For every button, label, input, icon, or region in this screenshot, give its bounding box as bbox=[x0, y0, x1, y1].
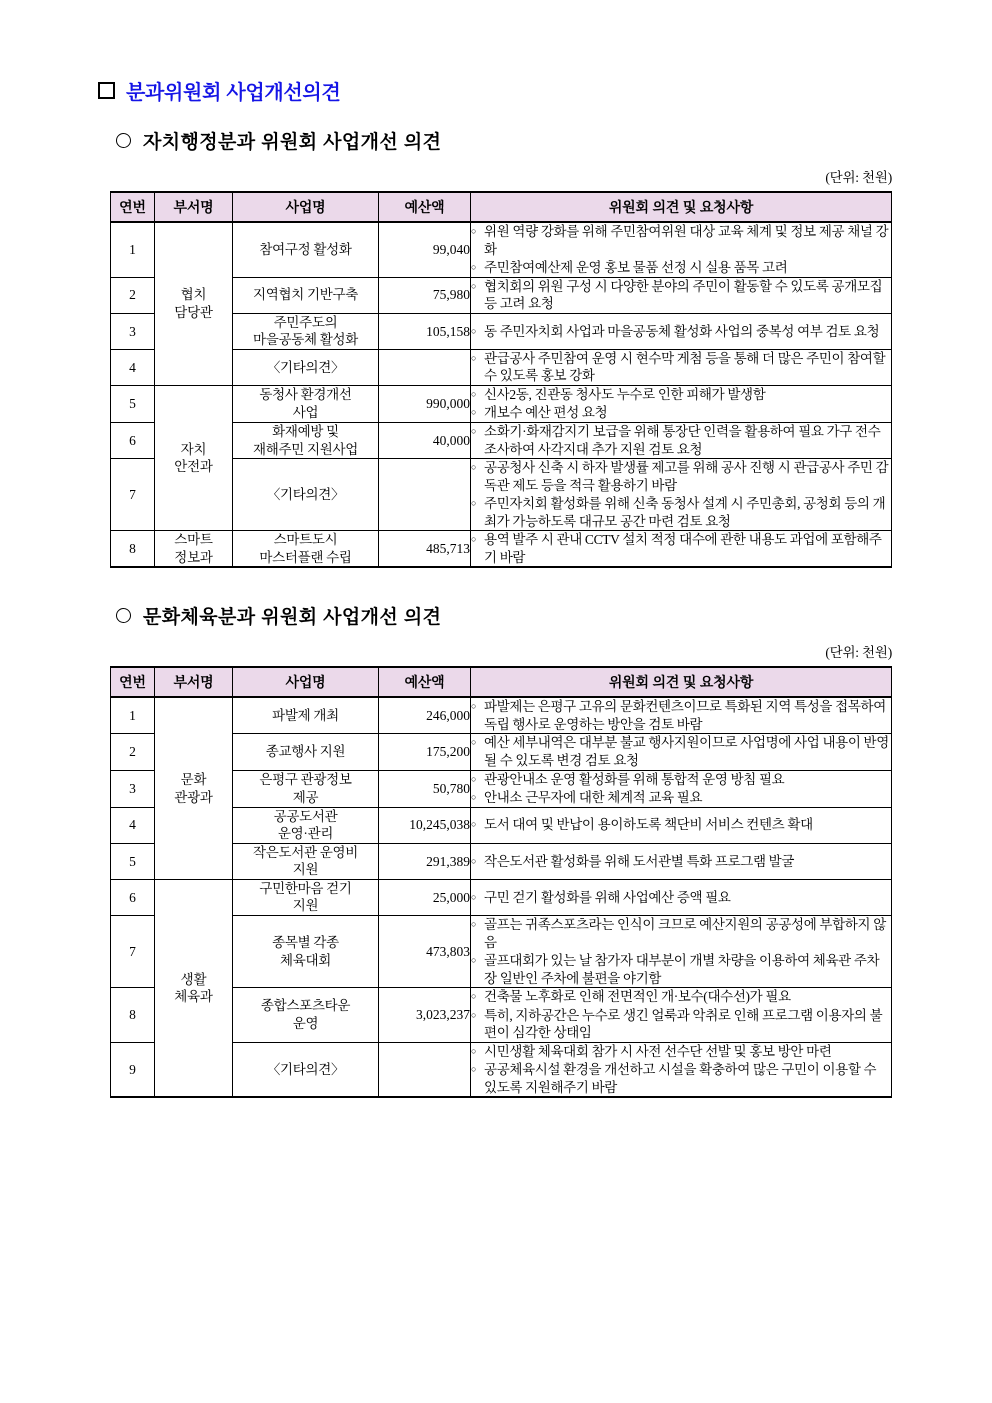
table-row bbox=[111, 385, 892, 422]
circle-bullet-icon bbox=[116, 133, 131, 148]
opinion-item: ○ 동 주민자치회 사업과 마을공동체 활성화 사업의 중복성 여부 검토 요청 bbox=[471, 323, 891, 341]
section-2-table-body bbox=[111, 697, 892, 1097]
opinion-item: ○ 골프는 귀족스포츠라는 인식이 크므로 예산지원의 공공성에 부합하지 않음 bbox=[471, 916, 891, 951]
cell-opinion bbox=[471, 843, 892, 879]
opinion-item: ○ 협치회의 위원 구성 시 다양한 분야의 주민이 활동할 수 있도록 공개모집 등 고려 요청 bbox=[471, 278, 891, 313]
page-title-text: 분과위원회 사업개선의견 bbox=[126, 82, 341, 104]
opinion-item: ○ 소화기·화재감지기 보급을 위해 통장단 인력을 활용하여 필요 가구 전수조사하여 사각지대 추가 지원 검토 요청 bbox=[471, 423, 891, 458]
cell-budget: 99,040 bbox=[379, 222, 471, 277]
cell-project-name: 종교행사 지원 bbox=[233, 734, 379, 770]
opinion-list bbox=[471, 423, 891, 458]
cell-no: 4 bbox=[111, 807, 155, 843]
cell-opinion bbox=[471, 879, 892, 915]
opinion-item: ○ 신사2동, 진관동 청사도 누수로 인한 피해가 발생함 bbox=[471, 386, 891, 404]
section-2-table bbox=[110, 666, 892, 1098]
cell-budget: 990,000 bbox=[379, 385, 471, 422]
table-row bbox=[111, 879, 892, 915]
table-row bbox=[111, 531, 892, 568]
cell-no: 7 bbox=[111, 915, 155, 987]
opinion-item: ○ 위원 역량 강화를 위해 주민참여위원 대상 교육 체계 및 정보 제공 채널 강화 bbox=[471, 223, 891, 258]
section-1-table bbox=[110, 191, 892, 568]
opinion-item: ○ 파발제는 은평구 고유의 문화컨텐츠이므로 특화된 지역 특성을 접목하여 독립 행사로 운영하는 방안을 검토 바람 bbox=[471, 698, 891, 733]
opinion-list bbox=[471, 350, 891, 385]
cell-budget: 473,803 bbox=[379, 915, 471, 987]
opinion-list bbox=[471, 1043, 891, 1097]
cell-department: 협치 담당관 bbox=[155, 222, 233, 385]
cell-opinion bbox=[471, 697, 892, 734]
cell-opinion bbox=[471, 770, 892, 807]
cell-project-name: 공공도서관 운영·관리 bbox=[233, 807, 379, 843]
cell-no: 6 bbox=[111, 423, 155, 459]
cell-opinion bbox=[471, 531, 892, 568]
opinion-item: ○ 예산 세부내역은 대부분 불교 행사지원이므로 사업명에 사업 내용이 반영될 수 있도록 변경 검토 요청 bbox=[471, 734, 891, 769]
opinion-item: ○ 주민참여예산제 운영 홍보 물품 선정 시 실용 품목 고려 bbox=[471, 259, 891, 277]
cell-project-name: 파발제 개최 bbox=[233, 697, 379, 734]
cell-no: 1 bbox=[111, 697, 155, 734]
section-1-heading bbox=[116, 127, 896, 154]
cell-project-name: 지역협치 기반구축 bbox=[233, 277, 379, 313]
cell-budget: 105,158 bbox=[379, 313, 471, 349]
cell-budget bbox=[379, 459, 471, 531]
cell-project-name: 화재예방 및 재해주민 지원사업 bbox=[233, 423, 379, 459]
cell-project-name: 종목별 각종 체육대회 bbox=[233, 915, 379, 987]
square-bullet-icon bbox=[98, 82, 115, 99]
section-2-heading bbox=[116, 602, 896, 629]
cell-no: 7 bbox=[111, 459, 155, 531]
cell-budget: 40,000 bbox=[379, 423, 471, 459]
column-header-no: 연번 bbox=[111, 667, 155, 697]
cell-opinion bbox=[471, 222, 892, 277]
opinion-list bbox=[471, 734, 891, 769]
cell-no: 9 bbox=[111, 1042, 155, 1097]
cell-no: 8 bbox=[111, 531, 155, 568]
cell-no: 3 bbox=[111, 770, 155, 807]
table-row bbox=[111, 222, 892, 277]
opinion-list bbox=[471, 223, 891, 277]
cell-opinion bbox=[471, 349, 892, 385]
opinion-item: ○ 관급공사 주민참여 운영 시 현수막 게첨 등을 통해 더 많은 주민이 참여할 수 있도록 홍보 강화 bbox=[471, 350, 891, 385]
cell-project-name: 은평구 관광정보 제공 bbox=[233, 770, 379, 807]
opinion-item: ○ 구민 걷기 활성화를 위해 사업예산 증액 필요 bbox=[471, 889, 891, 907]
opinion-list bbox=[471, 386, 891, 422]
cell-department: 생활 체육과 bbox=[155, 879, 233, 1097]
section-2-title: 문화체육분과 위원회 사업개선 의견 bbox=[143, 607, 442, 629]
opinion-item: ○ 개보수 예산 편성 요청 bbox=[471, 404, 891, 422]
cell-project-name: 스마트도시 마스터플랜 수립 bbox=[233, 531, 379, 568]
opinion-item: ○ 관광안내소 운영 활성화를 위해 통합적 운영 방침 필요 bbox=[471, 771, 891, 789]
opinion-item: ○ 주민자치회 활성화를 위해 신축 동청사 설계 시 주민총회, 공청회 등의 개최가 가능하도록 대규모 공간 마련 검토 요청 bbox=[471, 495, 891, 530]
cell-opinion bbox=[471, 734, 892, 770]
cell-project-name: 〈기타의견〉 bbox=[233, 1042, 379, 1097]
cell-budget: 3,023,237 bbox=[379, 988, 471, 1043]
cell-budget: 175,200 bbox=[379, 734, 471, 770]
table-row bbox=[111, 697, 892, 734]
cell-opinion bbox=[471, 807, 892, 843]
cell-no: 1 bbox=[111, 222, 155, 277]
cell-department: 자치 안전과 bbox=[155, 385, 233, 530]
section-1-unit-note: (단위: 천원) bbox=[825, 170, 892, 185]
cell-no: 4 bbox=[111, 349, 155, 385]
opinion-list bbox=[471, 323, 891, 341]
cell-no: 2 bbox=[111, 277, 155, 313]
cell-opinion bbox=[471, 277, 892, 313]
opinion-list bbox=[471, 889, 891, 907]
section-autonomy-administration bbox=[98, 127, 896, 568]
cell-opinion bbox=[471, 915, 892, 987]
opinion-list bbox=[471, 916, 891, 987]
cell-opinion bbox=[471, 988, 892, 1043]
table-header-row bbox=[111, 192, 892, 222]
opinion-item: ○ 특히, 지하공간은 누수로 생긴 얼룩과 악취로 인해 프로그램 이용자의 불편이 심각한 상태임 bbox=[471, 1007, 891, 1042]
section-1-table-body bbox=[111, 222, 892, 567]
cell-project-name: 〈기타의견〉 bbox=[233, 459, 379, 531]
cell-project-name: 작은도서관 운영비 지원 bbox=[233, 843, 379, 879]
column-header-no: 연번 bbox=[111, 192, 155, 222]
cell-opinion bbox=[471, 459, 892, 531]
opinion-item: ○ 골프대회가 있는 날 참가자 대부분이 개별 차량을 이용하여 체육관 주차장 일반인 주차에 불편을 야기함 bbox=[471, 952, 891, 987]
cell-department: 문화 관광과 bbox=[155, 697, 233, 879]
section-culture-sports bbox=[98, 602, 896, 1098]
opinion-item: ○ 시민생활 체육대회 참가 시 사전 선수단 선발 및 홍보 방안 마련 bbox=[471, 1043, 891, 1061]
cell-project-name: 구민한마음 걷기 지원 bbox=[233, 879, 379, 915]
section-1-title: 자치행정분과 위원회 사업개선 의견 bbox=[143, 132, 442, 153]
opinion-list bbox=[471, 698, 891, 733]
circle-bullet-icon bbox=[116, 608, 131, 623]
opinion-item: ○ 작은도서관 활성화를 위해 도서관별 특화 프로그램 발굴 bbox=[471, 853, 891, 871]
cell-budget bbox=[379, 1042, 471, 1097]
cell-project-name: 동청사 환경개선 사업 bbox=[233, 385, 379, 422]
cell-budget: 75,980 bbox=[379, 277, 471, 313]
column-header-budget: 예산액 bbox=[379, 667, 471, 697]
cell-no: 5 bbox=[111, 385, 155, 422]
cell-project-name: 주민주도의 마을공동체 활성화 bbox=[233, 313, 379, 349]
cell-budget: 485,713 bbox=[379, 531, 471, 568]
cell-no: 2 bbox=[111, 734, 155, 770]
column-header-dept: 부서명 bbox=[155, 192, 233, 222]
page-title bbox=[98, 76, 896, 105]
section-2-unit-note: (단위: 천원) bbox=[825, 645, 892, 661]
opinion-item: ○ 도서 대여 및 반납이 용이하도록 책단비 서비스 컨텐츠 확대 bbox=[471, 816, 891, 834]
cell-no: 6 bbox=[111, 879, 155, 915]
cell-no: 5 bbox=[111, 843, 155, 879]
opinion-list bbox=[471, 771, 891, 807]
opinion-list bbox=[471, 988, 891, 1042]
opinion-list bbox=[471, 278, 891, 313]
column-header-dept: 부서명 bbox=[155, 667, 233, 697]
opinion-list bbox=[471, 853, 891, 871]
cell-no: 8 bbox=[111, 988, 155, 1043]
column-header-project: 사업명 bbox=[233, 667, 379, 697]
cell-project-name: 참여구정 활성화 bbox=[233, 222, 379, 277]
cell-budget bbox=[379, 349, 471, 385]
cell-no: 3 bbox=[111, 313, 155, 349]
cell-budget: 50,780 bbox=[379, 770, 471, 807]
column-header-opinion: 위원회 의견 및 요청사항 bbox=[471, 667, 892, 697]
column-header-opinion: 위원회 의견 및 요청사항 bbox=[471, 192, 892, 222]
cell-project-name: 종합스포츠타운 운영 bbox=[233, 988, 379, 1043]
cell-opinion bbox=[471, 423, 892, 459]
opinion-item: ○ 안내소 근무자에 대한 체계적 교육 필요 bbox=[471, 789, 891, 807]
cell-opinion bbox=[471, 1042, 892, 1097]
cell-budget: 25,000 bbox=[379, 879, 471, 915]
opinion-item: ○ 공공청사 신축 시 하자 발생률 제고를 위해 공사 진행 시 관급공사 주민 감독관 제도 등을 적극 활용하기 바람 bbox=[471, 459, 891, 494]
opinion-item: ○ 공공체육시설 환경을 개선하고 시설을 확충하여 많은 구민이 이용할 수 있도록 지원해주기 바람 bbox=[471, 1061, 891, 1096]
opinion-list bbox=[471, 459, 891, 530]
column-header-budget: 예산액 bbox=[379, 192, 471, 222]
column-header-project: 사업명 bbox=[233, 192, 379, 222]
opinion-item: ○ 용역 발주 시 관내 CCTV 설치 적정 대수에 관한 내용도 과업에 포함해주기 바람 bbox=[471, 531, 891, 566]
cell-department: 스마트 정보과 bbox=[155, 531, 233, 568]
opinion-item: ○ 건축물 노후화로 인해 전면적인 개·보수(대수선)가 필요 bbox=[471, 988, 891, 1006]
cell-budget: 246,000 bbox=[379, 697, 471, 734]
cell-opinion bbox=[471, 313, 892, 349]
opinion-list bbox=[471, 816, 891, 834]
cell-opinion bbox=[471, 385, 892, 422]
opinion-list bbox=[471, 531, 891, 566]
cell-budget: 10,245,038 bbox=[379, 807, 471, 843]
cell-project-name: 〈기타의견〉 bbox=[233, 349, 379, 385]
cell-budget: 291,389 bbox=[379, 843, 471, 879]
table-header-row bbox=[111, 667, 892, 697]
